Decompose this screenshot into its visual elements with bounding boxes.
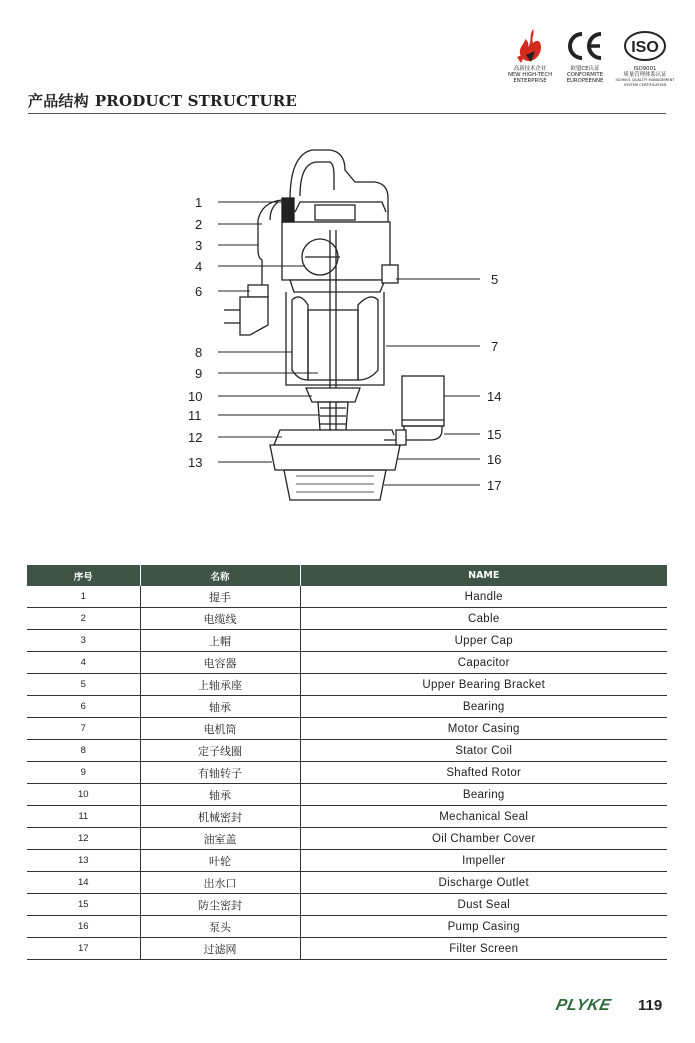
page-title-en: PRODUCT STRUCTURE (94, 92, 298, 110)
cell-number: 4 (27, 652, 140, 674)
cell-name-en: Bearing (300, 696, 667, 718)
cell-name-cn: 叶轮 (140, 850, 300, 872)
cert-caption-en: ISO9001 QUALITY MANAGEMENT (615, 78, 675, 83)
cell-number: 1 (27, 586, 140, 608)
column-header-no: 序号 (27, 565, 140, 586)
table-header-row (27, 565, 667, 586)
pump-structure-diagram (0, 140, 695, 510)
cert-ce (560, 26, 610, 85)
cell-name-cn: 泵头 (140, 916, 300, 938)
cell-name-en: Mechanical Seal (300, 806, 667, 828)
callout-16: 16 (487, 452, 502, 467)
callout-7: 7 (491, 339, 499, 354)
cell-name-cn: 轴承 (140, 784, 300, 806)
table-row (27, 762, 667, 784)
table-row (27, 938, 667, 960)
cell-number: 2 (27, 608, 140, 630)
cell-name-cn: 上帽 (140, 630, 300, 652)
table-row (27, 608, 667, 630)
cell-number: 7 (27, 718, 140, 740)
cell-name-en: Shafted Rotor (300, 762, 667, 784)
callout-8: 8 (195, 345, 203, 360)
cell-name-en: Discharge Outlet (300, 872, 667, 894)
callout-12: 12 (188, 430, 203, 445)
table-row (27, 894, 667, 916)
cell-name-en: Handle (300, 586, 667, 608)
callout-3: 3 (195, 238, 203, 253)
cell-name-cn: 上轴承座 (140, 674, 300, 696)
parts-table (27, 565, 667, 960)
cert-caption-cn: 欧盟CE认证 (570, 66, 600, 72)
table-row (27, 630, 667, 652)
cell-name-cn: 机械密封 (140, 806, 300, 828)
cell-name-en: Dust Seal (300, 894, 667, 916)
page-title-cn: 产品结构 (28, 92, 89, 110)
cell-name-cn: 防尘密封 (140, 894, 300, 916)
callout-11: 11 (188, 408, 202, 423)
cell-number: 16 (27, 916, 140, 938)
table-row (27, 586, 667, 608)
table-row (27, 784, 667, 806)
cell-number: 8 (27, 740, 140, 762)
page-number: 119 (638, 997, 663, 1014)
cell-name-en: Filter Screen (300, 938, 667, 960)
cell-number: 17 (27, 938, 140, 960)
cell-name-en: Oil Chamber Cover (300, 828, 667, 850)
cell-name-en: Pump Casing (300, 916, 667, 938)
cell-number: 13 (27, 850, 140, 872)
cell-name-en: Bearing (300, 784, 667, 806)
cert-caption-cn: 质量管理体系认证 (623, 72, 667, 79)
page-title (28, 90, 297, 111)
callout-17: 17 (487, 478, 502, 493)
cell-name-cn: 电容器 (140, 652, 300, 674)
cell-number: 5 (27, 674, 140, 696)
cert-iso (614, 26, 676, 87)
cert-caption-en: NEW HIGH-TECH (507, 72, 553, 79)
callout-6: 6 (195, 284, 203, 299)
iso-logo-text: ISO (631, 39, 659, 56)
cell-number: 11 (27, 806, 140, 828)
flame-logo-icon (503, 26, 557, 66)
cell-name-cn: 轴承 (140, 696, 300, 718)
cell-name-en: Cable (300, 608, 667, 630)
callout-1: 1 (195, 195, 203, 210)
cert-caption-en: ENTERPRISE (513, 78, 547, 85)
cell-name-cn: 油室盖 (140, 828, 300, 850)
callout-4: 4 (195, 259, 203, 274)
cell-name-cn: 有轴转子 (140, 762, 300, 784)
table-row (27, 740, 667, 762)
cell-name-cn: 提手 (140, 586, 300, 608)
callout-9: 9 (195, 366, 203, 381)
cell-name-en: Impeller (300, 850, 667, 872)
cert-caption-en: EUROPEENNE (566, 78, 604, 85)
callout-2: 2 (195, 217, 203, 232)
cell-name-en: Stator Coil (300, 740, 667, 762)
cell-name-en: Motor Casing (300, 718, 667, 740)
brand-logo: PLYKE (554, 997, 613, 1014)
callout-10: 10 (188, 389, 203, 404)
cell-number: 12 (27, 828, 140, 850)
table-row (27, 872, 667, 894)
cell-number: 3 (27, 630, 140, 652)
table-row (27, 674, 667, 696)
cert-caption-en: CONFORMITE (566, 72, 604, 79)
table-row (27, 916, 667, 938)
table-row (27, 828, 667, 850)
cell-name-cn: 电机筒 (140, 718, 300, 740)
ce-mark-icon (560, 26, 610, 66)
cell-name-en: Upper Bearing Bracket (300, 674, 667, 696)
column-header-name-en: NAME (300, 565, 667, 586)
callout-15: 15 (487, 427, 502, 442)
cell-name-cn: 出水口 (140, 872, 300, 894)
cert-high-tech (503, 26, 557, 85)
cell-name-en: Upper Cap (300, 630, 667, 652)
cell-number: 15 (27, 894, 140, 916)
table-row (27, 850, 667, 872)
callout-14: 14 (487, 389, 502, 404)
column-header-name-cn: 名称 (140, 565, 300, 586)
cell-name-cn: 过滤网 (140, 938, 300, 960)
table-row (27, 652, 667, 674)
cell-name-cn: 定子线圈 (140, 740, 300, 762)
cell-number: 10 (27, 784, 140, 806)
table-row (27, 806, 667, 828)
table-row (27, 696, 667, 718)
iso-logo-icon (614, 26, 676, 66)
callout-5: 5 (491, 272, 499, 287)
header-divider (28, 113, 666, 114)
parts-table-body (27, 586, 667, 960)
cell-number: 14 (27, 872, 140, 894)
table-row (27, 718, 667, 740)
cert-caption-en: SYSTEM CERTIFICATION (623, 82, 667, 87)
callout-13: 13 (188, 455, 203, 470)
cell-number: 9 (27, 762, 140, 784)
cell-number: 6 (27, 696, 140, 718)
cell-name-en: Capacitor (300, 652, 667, 674)
pump-drawing (0, 140, 695, 510)
cert-caption-cn: 高新技术企业 (513, 66, 547, 72)
cert-caption-cn: ISO9001 (633, 66, 657, 72)
cell-name-cn: 电缆线 (140, 608, 300, 630)
